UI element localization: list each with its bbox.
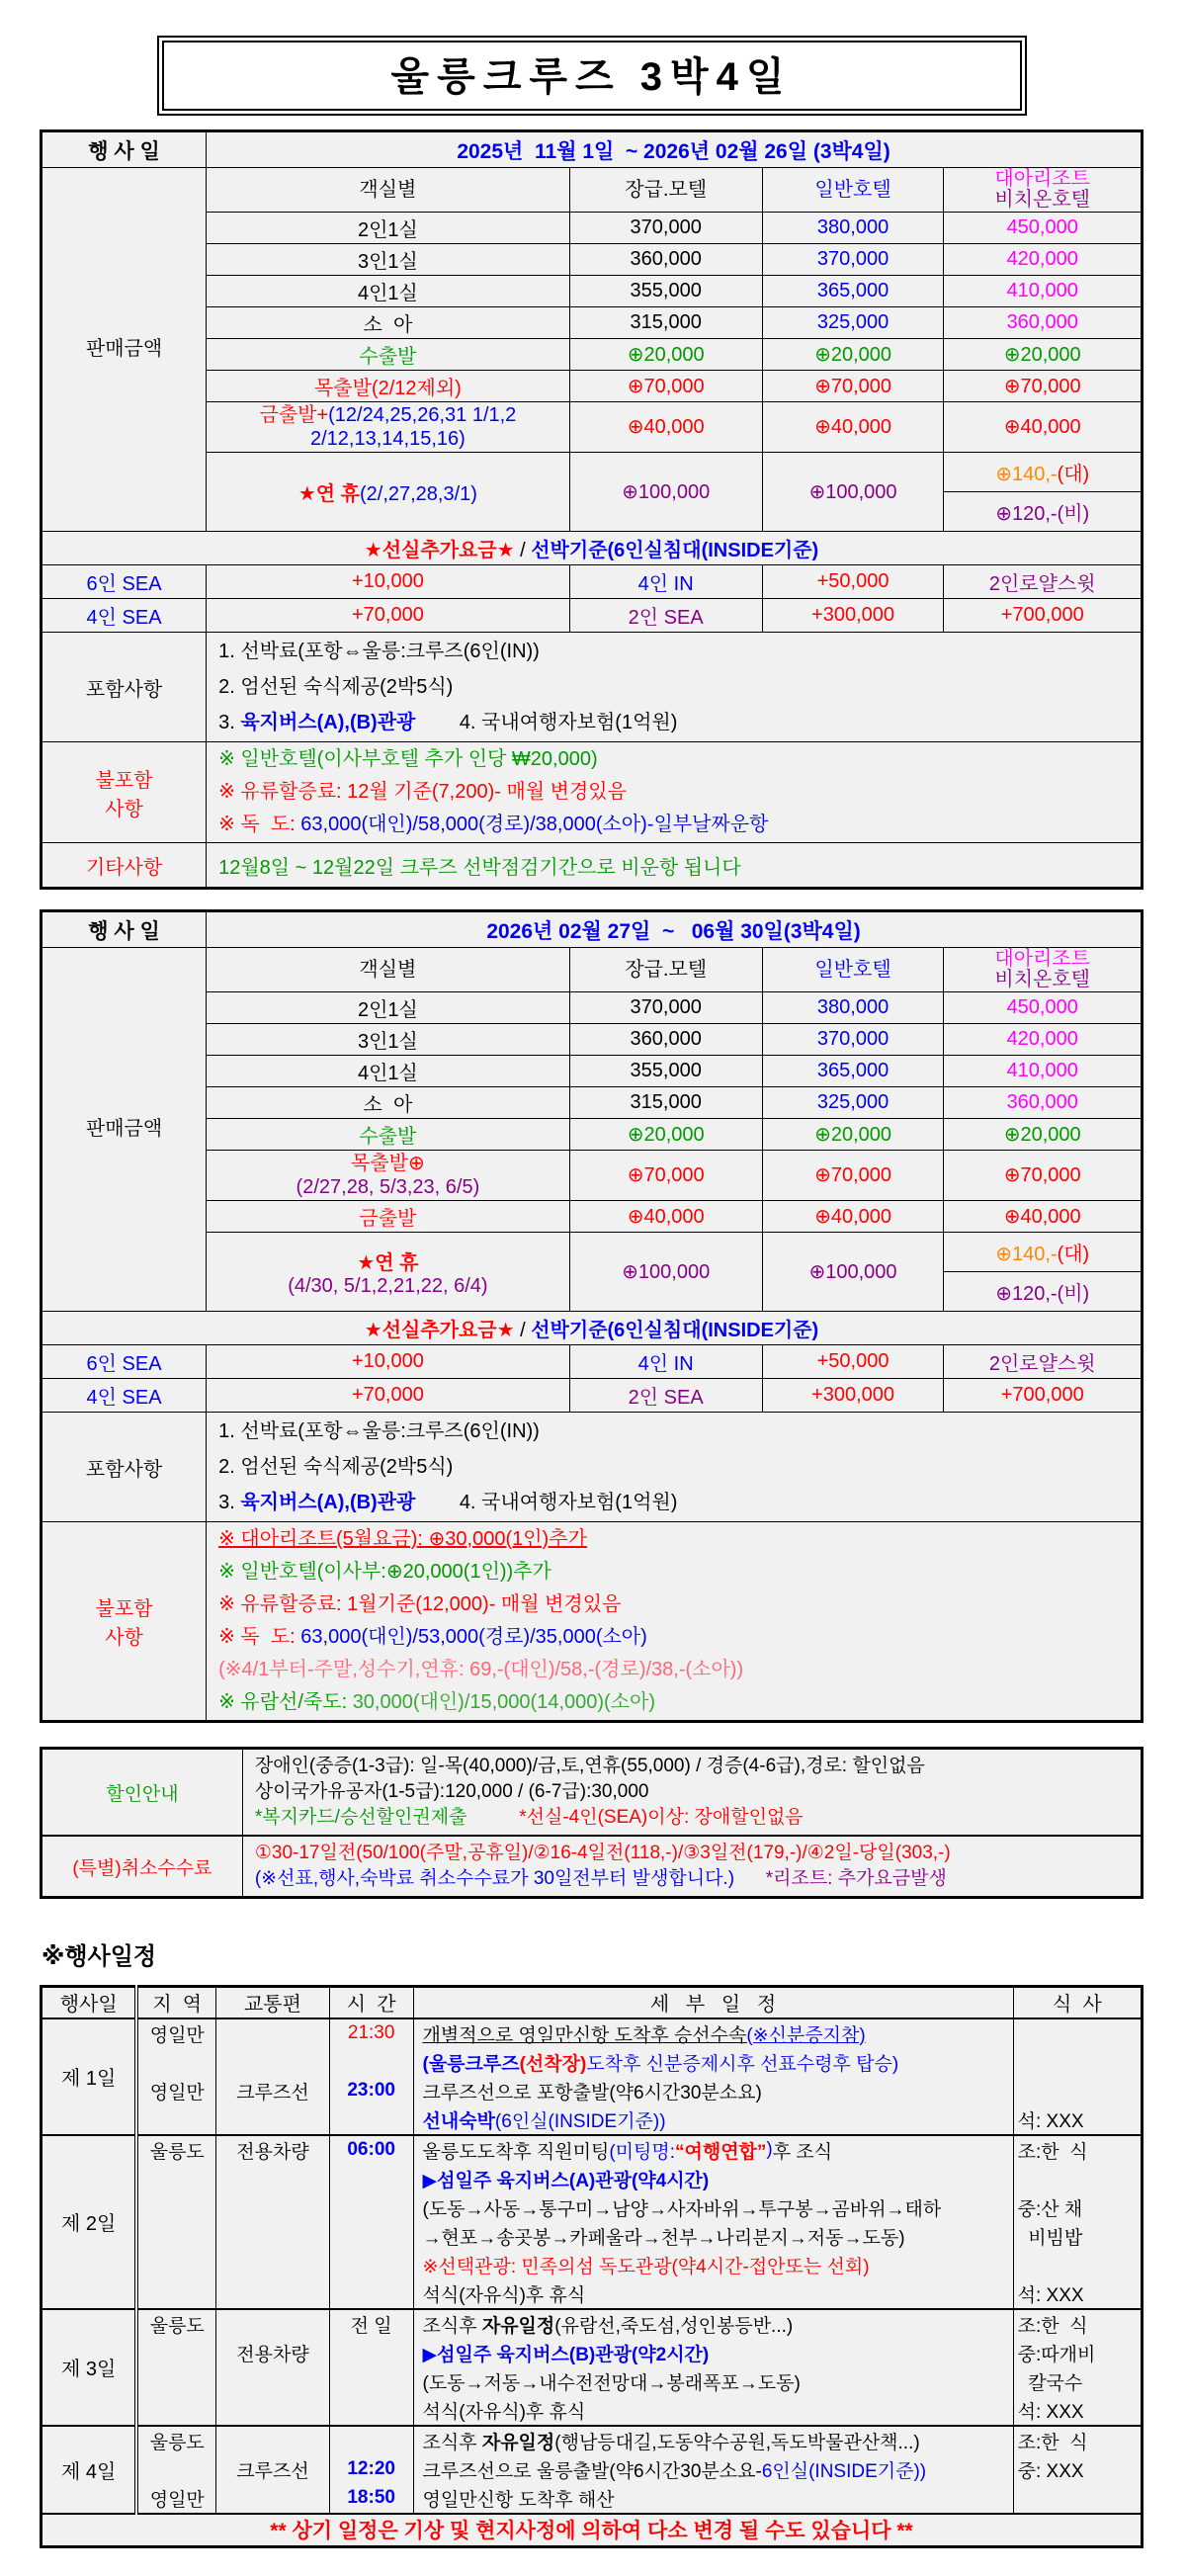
included-line: 1. 선박료(포항⇔울릉:크루즈(6인(IN)) xyxy=(218,641,540,662)
time-column xyxy=(329,2309,413,2426)
price-section-label: 판매금액 xyxy=(42,168,207,532)
price-section-label: 판매금액 xyxy=(42,948,207,1312)
surcharge-cell: ⊕40,000 xyxy=(569,1201,762,1233)
surcharge-cell: ⊕20,000 xyxy=(569,339,762,371)
detail-column xyxy=(413,2426,1013,2514)
day-label: 제 3일 xyxy=(42,2309,137,2426)
region-column xyxy=(136,2309,215,2426)
day-4-row xyxy=(42,2426,1143,2514)
transport-line: 전용차량 xyxy=(236,2344,309,2365)
time-line: 18:50 xyxy=(347,2487,395,2508)
price-cell: 420,000 xyxy=(944,1024,1143,1056)
excluded-label: 불포함 사항 xyxy=(42,742,207,843)
cabin-option-cell: 6인 SEA xyxy=(42,565,207,599)
included-line: 2. 엄선된 숙식제공(2박5식) xyxy=(218,1456,454,1478)
price-cell: 410,000 xyxy=(944,276,1143,307)
time-line: 06:00 xyxy=(347,2139,395,2160)
included-line: 2. 엄선된 숙식제공(2박5식) xyxy=(218,676,454,698)
schedule-change-note: ** 상기 일정은 기상 및 현지사정에 의하여 다소 변경 될 수도 있습니다 ** xyxy=(42,2514,1143,2547)
detail-line: 울릉도도착후 직원미팅 (미팅명: “여행연합” ) 후 조식 xyxy=(422,2139,833,2163)
meal-line: 조:한 식 xyxy=(1017,2315,1088,2337)
day-1-row xyxy=(42,2018,1143,2135)
detail-line: ▶섬일주 육지버스(B)관광(약2시간) xyxy=(422,2344,710,2365)
time-column xyxy=(329,2426,413,2514)
motel-header: 장급.모텔 xyxy=(569,948,762,992)
room-row xyxy=(42,1056,1143,1087)
cancellation-line: (※선표,행사,숙박료 취소수수료가 30일전부터 발생합니다.) *리조트: 추가요금발생 xyxy=(254,1868,947,1889)
room-type-cell: 3인1실 xyxy=(207,1024,570,1056)
included-items xyxy=(207,633,1143,742)
detail-line: 조식후 자유일정 (유람선,죽도섬,성인봉등반...) xyxy=(422,2315,794,2337)
cabin-price-cell: +50,000 xyxy=(762,565,944,599)
cabin-row xyxy=(42,1345,1143,1379)
room-type-cell: 4인1실 xyxy=(207,1056,570,1087)
departure-type-cell: 금출발 xyxy=(207,1201,570,1233)
time-column xyxy=(329,2135,413,2309)
region-column xyxy=(136,2135,215,2309)
surcharge-cell: ⊕100,000 xyxy=(569,1233,762,1312)
day-2-row xyxy=(42,2135,1143,2309)
detail-line: 크루즈선으로 울릉출발(약6시간30분소요- 6인실(INSIDE기준)) xyxy=(422,2460,927,2482)
cabin-option-cell: 4인 IN xyxy=(569,1345,762,1379)
cabin-row xyxy=(42,1379,1143,1413)
excluded-line: ※ 일반호텔(이사부:⊕20,000(1인))추가 xyxy=(218,1561,551,1583)
meal-line xyxy=(1014,2048,1141,2077)
detail-column xyxy=(413,2135,1013,2309)
detail-line: 크루즈선으로 포항출발(약6시간30분소요) xyxy=(422,2082,762,2104)
time-line: 23:00 xyxy=(347,2080,395,2101)
etc-label: 기타사항 xyxy=(42,843,207,889)
region-line xyxy=(138,2105,215,2134)
surcharge-cell: ⊕120,-(비) xyxy=(944,492,1143,532)
departure-type-line2: (2/27,28, 5/3,23, 6/5) xyxy=(296,1176,480,1198)
price-cell: 420,000 xyxy=(944,244,1143,276)
event-date-label: 행 사 일 xyxy=(42,911,207,948)
surcharge-cell: ⊕100,000 xyxy=(762,1233,944,1312)
excluded-line: ※ 독 도: 63,000(대인)/53,000(경로)/35,000(소아) xyxy=(218,1626,647,1648)
resort-header xyxy=(944,168,1143,213)
page-title: 울릉크루즈 3박4일 xyxy=(157,36,1027,116)
day-3-row xyxy=(42,2309,1143,2426)
region-line: 영일만 xyxy=(149,2024,205,2046)
discount-row xyxy=(42,1749,1143,1837)
meal-line: 석: XXX xyxy=(1017,2110,1084,2132)
time-column xyxy=(329,2018,413,2135)
transport-header: 교통편 xyxy=(216,1987,330,2018)
price-cell: 360,000 xyxy=(569,1024,762,1056)
discount-line: 상이국가유공자(1-5급):120,000 / (6-7급):30,000 xyxy=(254,1781,649,1802)
schedule-heading: ※행사일정 xyxy=(42,1943,157,1970)
room-type-cell: 4인1실 xyxy=(207,276,570,307)
resort-header-line1: 대아리조트 xyxy=(994,948,1091,970)
excluded-items xyxy=(207,1522,1143,1722)
meal-line xyxy=(1014,2077,1141,2105)
meal-header: 식 사 xyxy=(1013,1987,1142,2018)
surcharge-cell: ⊕40,000 xyxy=(569,402,762,453)
event-date-value: 2025년 11월 1일 ~ 2026년 02월 26일 (3박4일) xyxy=(207,131,1143,168)
included-items xyxy=(207,1413,1143,1522)
detail-line: 조식후 자유일정 (행남등대길,도동약수공원,독도박물관산책...) xyxy=(422,2432,920,2453)
itinerary-header xyxy=(42,1987,1143,2018)
excluded-items xyxy=(207,742,1143,843)
meal-line: 석: XXX xyxy=(1017,2401,1084,2423)
surcharge-cell: ⊕140,-(대) xyxy=(944,1233,1143,1272)
meal-line: 석: XXX xyxy=(1017,2284,1084,2306)
time-line: 전 일 xyxy=(350,2315,392,2337)
room-row xyxy=(42,1024,1143,1056)
cabin-price-cell: +70,000 xyxy=(207,1379,570,1413)
cabin-option-cell: 6인 SEA xyxy=(42,1345,207,1379)
cabin-price-cell: 2인로얄스윗 xyxy=(944,1345,1143,1379)
departure-type-cell: 수출발 xyxy=(207,339,570,371)
cabin-price-cell: +50,000 xyxy=(762,1345,944,1379)
detail-line: ▶섬일주 육지버스(A)관광(약4시간) xyxy=(422,2170,710,2191)
transport-column xyxy=(216,2018,330,2135)
cabin-price-cell: +10,000 xyxy=(207,1345,570,1379)
event-date-label: 행 사 일 xyxy=(42,131,207,168)
room-type-cell: 소 아 xyxy=(207,1087,570,1119)
session2-pricing-table xyxy=(40,909,1144,1723)
included-label: 포함사항 xyxy=(42,633,207,742)
surcharge-cell: ⊕120,-(비) xyxy=(944,1272,1143,1312)
holiday-label-line2: (4/30, 5/1,2,21,22, 6/4) xyxy=(288,1274,488,1297)
room-type-cell: 소 아 xyxy=(207,307,570,339)
transport-line xyxy=(216,2048,329,2077)
cabin-price-cell: +700,000 xyxy=(944,599,1143,633)
discount-line: *복지카드/승선할인권제출 *선실-4인(SEA)이상: 장애할인없음 xyxy=(254,1807,804,1828)
itinerary-table xyxy=(40,1985,1144,2548)
departure-type-cell: 수출발 xyxy=(207,1119,570,1151)
cabin-option-cell: 2인 SEA xyxy=(569,599,762,633)
surcharge-cell: ⊕70,000 xyxy=(569,371,762,402)
excluded-line: ※ 유류할증료: 1월기준(12,000)- 매월 변경있음 xyxy=(218,1593,622,1615)
transport-column xyxy=(216,2426,330,2514)
price-cell: 410,000 xyxy=(944,1056,1143,1087)
transport-line: 크루즈선 xyxy=(236,2460,309,2482)
holiday-label-cell: ★연 휴(2/,27,28,3/1) xyxy=(207,453,570,532)
day-label: 제 1일 xyxy=(42,2018,137,2135)
surcharge-cell: ⊕40,000 xyxy=(944,1201,1143,1233)
detail-line: (도동→저동→내수전전망대→봉래폭포→도동) xyxy=(422,2372,801,2394)
meal-line: 조:한 식 xyxy=(1017,2141,1088,2163)
excluded-line: (※4/1부터-주말,성수기,연휴: 69,-(대인)/58,-(경로)/38,-(소아)) xyxy=(218,1659,744,1680)
motel-header: 장급.모텔 xyxy=(569,168,762,213)
cabin-row xyxy=(42,565,1143,599)
region-header: 지 역 xyxy=(136,1987,215,2018)
surcharge-row xyxy=(42,371,1143,402)
surcharge-row xyxy=(42,339,1143,371)
region-line: 영일만 xyxy=(149,2082,205,2104)
surcharge-cell: ⊕20,000 xyxy=(762,1119,944,1151)
price-cell: 380,000 xyxy=(762,213,944,244)
price-cell: 325,000 xyxy=(762,1087,944,1119)
room-row xyxy=(42,213,1143,244)
price-cell: 450,000 xyxy=(944,992,1143,1024)
time-header: 시 간 xyxy=(329,1987,413,2018)
departure-type-cell xyxy=(207,1151,570,1201)
room-type-cell: 2인1실 xyxy=(207,213,570,244)
cabin-price-cell: +300,000 xyxy=(762,599,944,633)
transport-column xyxy=(216,2135,330,2309)
price-cell: 370,000 xyxy=(569,213,762,244)
room-type-header: 객실별 xyxy=(207,168,570,213)
meal-line: 중: XXX xyxy=(1017,2460,1084,2482)
cabin-option-cell: 2인 SEA xyxy=(569,1379,762,1413)
time-line: 21:30 xyxy=(347,2022,395,2043)
room-row xyxy=(42,992,1143,1024)
holiday-surcharge-row xyxy=(42,1233,1143,1272)
region-line: 울릉도 xyxy=(149,2315,205,2337)
price-cell: 315,000 xyxy=(569,1087,762,1119)
price-cell: 370,000 xyxy=(569,992,762,1024)
event-date-value: 2026년 02월 27일 ~ 06월 30일(3박4일) xyxy=(207,911,1143,948)
transport-column xyxy=(216,2309,330,2426)
cabin-price-cell: +300,000 xyxy=(762,1379,944,1413)
included-line: 3. 육지버스(A),(B)관광 4. 국내여행자보험(1억원) xyxy=(218,1492,678,1513)
cancellation-row xyxy=(42,1836,1143,1898)
price-cell: 380,000 xyxy=(762,992,944,1024)
holiday-label-cell xyxy=(207,1233,570,1312)
meal-line xyxy=(1014,2251,1141,2279)
cancellation-line: ①30-17일전(50/100(주말,공휴일)/②16-4일전(118,-)/③3일전(179,-)/④2일-당일(303,-) xyxy=(254,1843,951,1863)
cabin-row xyxy=(42,599,1143,633)
discount-line: 장애인(중증(1-3급): 일-목(40,000)/금,토,연휴(55,000) / 경증(4-6급),경로: 할인없음 xyxy=(254,1756,925,1776)
meal-column xyxy=(1013,2426,1142,2514)
cabin-option-cell: 4인 SEA xyxy=(42,1379,207,1413)
surcharge-cell: ⊕40,000 xyxy=(944,402,1143,453)
day-label: 제 2일 xyxy=(42,2135,137,2309)
region-line: 영일만 xyxy=(149,2489,205,2511)
meal-line xyxy=(1014,2165,1141,2193)
excluded-label: 불포함 사항 xyxy=(42,1522,207,1722)
surcharge-cell: ⊕100,000 xyxy=(762,453,944,532)
meal-line: 중:따개비 xyxy=(1017,2344,1096,2365)
transport-line xyxy=(216,2105,329,2134)
meal-line: 칼국수 xyxy=(1017,2372,1083,2394)
price-cell: 315,000 xyxy=(569,307,762,339)
price-cell: 360,000 xyxy=(944,1087,1143,1119)
cabin-price-cell: +70,000 xyxy=(207,599,570,633)
excluded-line: ※ 대아리조트(5월요금): ⊕30,000(1인)추가 xyxy=(218,1528,587,1550)
cabin-price-cell: 2인로얄스윗 xyxy=(944,565,1143,599)
room-type-cell: 3인1실 xyxy=(207,244,570,276)
meal-column xyxy=(1013,2018,1142,2135)
room-row xyxy=(42,307,1143,339)
etc-note: 12월8일 ~ 12월22일 크루즈 선박점검기간으로 비운항 됩니다 xyxy=(207,843,1143,889)
departure-type-line1: 목출발⊕ xyxy=(351,1153,425,1174)
holiday-surcharge-row xyxy=(42,453,1143,492)
price-cell: 370,000 xyxy=(762,244,944,276)
day-header: 행사일 xyxy=(42,1987,137,2018)
detail-line: 선내숙박 (6인실(INSIDE기준)) xyxy=(422,2110,666,2132)
detail-line: (도동→사동→통구미→남양→사자바위→투구봉→곰바위→태하 xyxy=(422,2198,942,2220)
cancellation-fee xyxy=(242,1836,1142,1898)
meal-line xyxy=(1014,2484,1141,2513)
departure-type-cell: 목출발(2/12제외) xyxy=(207,371,570,402)
room-type-cell: 2인1실 xyxy=(207,992,570,1024)
detail-line: (울릉크루즈 (선착장) 도착후 신분증제시후 선표수령후 탑승) xyxy=(422,2053,899,2075)
detail-line: 개별적으로 영일만신항 도착후 승선수속 (※신분증지참) xyxy=(422,2024,866,2046)
departure-type-line2: 2/12,13,14,15,16) xyxy=(310,428,466,450)
detail-column xyxy=(413,2309,1013,2426)
resort-header xyxy=(944,948,1143,992)
region-column xyxy=(136,2426,215,2514)
discount-table xyxy=(40,1747,1144,1899)
transport-line xyxy=(216,2019,329,2048)
surcharge-row xyxy=(42,402,1143,453)
surcharge-cell: ⊕70,000 xyxy=(569,1151,762,1201)
meal-line: 비빔밥 xyxy=(1017,2227,1083,2249)
surcharge-cell: ⊕70,000 xyxy=(944,1151,1143,1201)
room-type-header: 객실별 xyxy=(207,948,570,992)
detail-line: 석식(자유식)후 휴식 xyxy=(422,2401,586,2423)
detail-header: 세 부 일 정 xyxy=(413,1987,1013,2018)
surcharge-cell: ⊕20,000 xyxy=(762,339,944,371)
cabin-price-cell: +700,000 xyxy=(944,1379,1143,1413)
region-line: 울릉도 xyxy=(149,2432,205,2453)
schedule-change-note-row xyxy=(42,2514,1143,2547)
cabin-option-cell: 4인 IN xyxy=(569,565,762,599)
surcharge-row xyxy=(42,1119,1143,1151)
cabin-price-cell: +10,000 xyxy=(207,565,570,599)
region-column xyxy=(136,2018,215,2135)
resort-header-line2: 비치온호텔 xyxy=(994,969,1091,990)
meal-column xyxy=(1013,2309,1142,2426)
surcharge-cell: ⊕100,000 xyxy=(569,453,762,532)
meal-line: 중:산 채 xyxy=(1017,2198,1083,2220)
price-cell: 325,000 xyxy=(762,307,944,339)
surcharge-row xyxy=(42,1151,1143,1201)
excluded-line: ※ 유류할증료: 12월 기준(7,200)- 매월 변경있음 xyxy=(218,781,627,803)
excluded-line: ※ 독 도: 63,000(대인)/58,000(경로)/38,000(소아)-일부날짜운항 xyxy=(218,814,769,835)
included-line: 1. 선박료(포항⇔울릉:크루즈(6인(IN)) xyxy=(218,1420,540,1442)
surcharge-cell: ⊕40,000 xyxy=(762,1201,944,1233)
discount-label: 할인안내 xyxy=(42,1749,243,1837)
detail-line: →현포→송곳봉→카페울라→천부→나리분지→저동→도동) xyxy=(422,2227,905,2249)
included-line: 3. 육지버스(A),(B)관광 4. 국내여행자보험(1억원) xyxy=(218,712,678,733)
excluded-line: ※ 유람선/죽도: 30,000(대인)/15,000(14,000)(소아) xyxy=(218,1691,656,1713)
hotel-header: 일반호텔 xyxy=(762,948,944,992)
surcharge-cell: ⊕40,000 xyxy=(762,402,944,453)
price-cell: 355,000 xyxy=(569,1056,762,1087)
region-line xyxy=(138,2048,215,2077)
room-row xyxy=(42,276,1143,307)
surcharge-cell: ⊕70,000 xyxy=(762,1151,944,1201)
included-label: 포함사항 xyxy=(42,1413,207,1522)
hotel-header: 일반호텔 xyxy=(762,168,944,213)
surcharge-row xyxy=(42,1201,1143,1233)
detail-line: 석식(자유식)후 휴식 xyxy=(422,2284,586,2306)
holiday-label-line1: ★연 휴 xyxy=(357,1251,419,1274)
cabin-option-cell: 4인 SEA xyxy=(42,599,207,633)
transport-line: 전용차량 xyxy=(236,2141,309,2163)
transport-line: 크루즈선 xyxy=(236,2082,309,2104)
meal-column xyxy=(1013,2135,1142,2309)
room-row xyxy=(42,244,1143,276)
detail-line: ※선택관광: 민족의섬 독도관광(약4시간-접안또는 선회) xyxy=(422,2256,870,2277)
excluded-line: ※ 일반호텔(이사부호텔 추가 인당 ₩20,000) xyxy=(218,748,598,770)
surcharge-cell: ⊕20,000 xyxy=(944,1119,1143,1151)
price-cell: 360,000 xyxy=(569,244,762,276)
meal-line: 조:한 식 xyxy=(1017,2432,1088,2453)
time-line xyxy=(330,2105,413,2134)
departure-type-cell xyxy=(207,402,570,453)
surcharge-cell: ⊕20,000 xyxy=(569,1119,762,1151)
meal-line xyxy=(1014,2019,1141,2048)
surcharge-cell: ⊕20,000 xyxy=(944,339,1143,371)
price-cell: 365,000 xyxy=(762,276,944,307)
detail-line: 영일만신항 도착후 해산 xyxy=(422,2489,615,2511)
cabin-surcharge-note: ★선실추가요금★ / 선박기준(6인실침대(INSIDE기준) xyxy=(42,1312,1143,1345)
price-cell: 355,000 xyxy=(569,276,762,307)
price-cell: 450,000 xyxy=(944,213,1143,244)
price-cell: 360,000 xyxy=(944,307,1143,339)
surcharge-cell: ⊕140,-(대) xyxy=(944,453,1143,492)
departure-type-line1: 금출발+(12/24,25,26,31 1/1,2 xyxy=(259,404,517,426)
time-line: 12:20 xyxy=(347,2458,395,2479)
price-cell: 365,000 xyxy=(762,1056,944,1087)
surcharge-cell: ⊕70,000 xyxy=(944,371,1143,402)
cabin-surcharge-note: ★선실추가요금★ / 선박기준(6인실침대(INSIDE기준) xyxy=(42,532,1143,565)
price-cell: 370,000 xyxy=(762,1024,944,1056)
surcharge-cell: ⊕70,000 xyxy=(762,371,944,402)
time-line xyxy=(330,2048,413,2077)
room-row xyxy=(42,1087,1143,1119)
detail-column xyxy=(413,2018,1013,2135)
resort-header-line1: 대아리조트 xyxy=(994,168,1091,190)
session1-pricing-table xyxy=(40,129,1144,890)
resort-header-line2: 비치온호텔 xyxy=(994,189,1091,211)
region-line: 울릉도 xyxy=(149,2141,205,2163)
day-label: 제 4일 xyxy=(42,2426,137,2514)
cancellation-label: (특별)취소수수료 xyxy=(42,1836,243,1898)
discount-info xyxy=(242,1749,1142,1837)
